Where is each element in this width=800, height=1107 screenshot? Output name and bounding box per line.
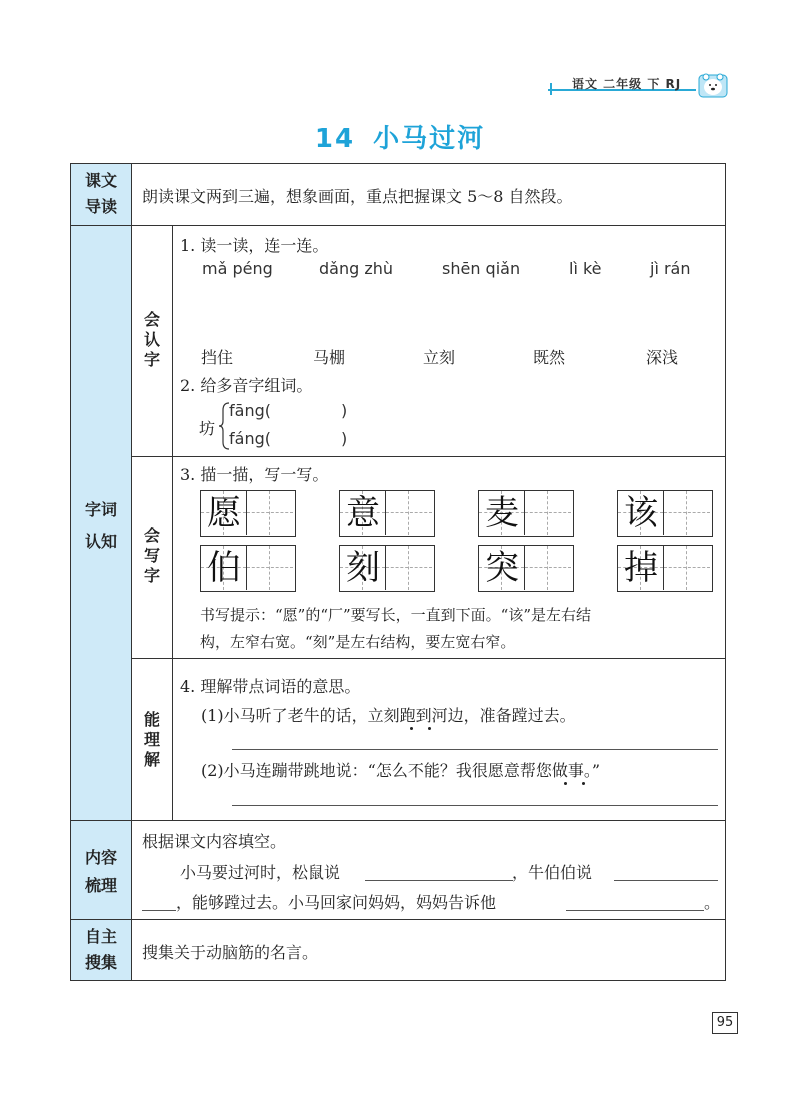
emphasis-dot <box>564 782 567 785</box>
vocab-label: 字词 认知 <box>84 500 117 551</box>
paren-close: ) <box>341 429 348 448</box>
model-char: 掉 <box>624 548 658 588</box>
content-line-1a: 小马要过河时，松鼠说 <box>180 863 341 882</box>
reading-1: fāng( <box>229 401 271 420</box>
content-intro: 根据课文内容填空。 <box>142 832 287 851</box>
question-1: 1. 读一读，连一连。 <box>180 236 329 255</box>
content-line-2-end: 。 <box>704 893 721 912</box>
guide-label: 课文 导读 <box>84 171 117 216</box>
column-divider <box>172 226 173 820</box>
row-divider <box>71 820 725 821</box>
char-box[interactable] <box>339 545 435 592</box>
pinyin-item[interactable]: lì kè <box>569 259 602 278</box>
answer-line[interactable] <box>232 805 718 806</box>
word-item[interactable]: 深浅 <box>646 348 679 367</box>
paren-close: ) <box>341 401 348 420</box>
content-line-2a: ，能够蹚过去。小马回家问妈妈，妈妈告诉他 <box>176 893 497 912</box>
writing-tip: 书写提示：“愿”的“厂”要写长，一直到下面。“该”是左右结 <box>200 606 592 624</box>
word-item[interactable]: 马棚 <box>313 348 346 367</box>
self-label: 自主 搜集 <box>84 927 117 972</box>
page-number: 95 <box>712 1012 738 1034</box>
question-4: 4. 理解带点词语的意思。 <box>180 677 361 696</box>
row-divider <box>131 456 725 457</box>
page-title <box>0 118 800 155</box>
word-item[interactable]: 立刻 <box>423 348 456 367</box>
char-box[interactable] <box>339 490 435 537</box>
model-char: 伯 <box>207 548 241 588</box>
emphasis-dot <box>582 782 585 785</box>
understand-label: 能理解 <box>143 710 160 769</box>
blank-line[interactable] <box>614 880 718 881</box>
blank-line[interactable] <box>142 910 176 911</box>
guide-text: 朗读课文两到三遍，想象画面，重点把握课文 5～8 自然段。 <box>142 187 573 206</box>
row-divider <box>71 225 725 226</box>
model-char: 刻 <box>346 548 380 588</box>
model-char: 愿 <box>207 493 241 533</box>
question-2: 2. 给多音字组词。 <box>180 376 313 395</box>
model-char: 麦 <box>485 493 519 533</box>
blank-line[interactable] <box>566 910 704 911</box>
content-label: 内容 梳理 <box>84 848 117 895</box>
pinyin-item[interactable]: shēn qiǎn <box>442 259 521 278</box>
word-item[interactable]: 既然 <box>533 348 566 367</box>
answer-line[interactable] <box>232 749 718 750</box>
row-divider <box>131 658 725 659</box>
model-char: 突 <box>485 548 519 588</box>
write-label: 会写字 <box>143 526 160 585</box>
word-item[interactable]: 挡住 <box>201 348 234 367</box>
emphasis-dot <box>410 727 413 730</box>
bear-icon <box>698 72 728 98</box>
model-char: 该 <box>624 493 658 533</box>
writing-tip: 构，左窄右宽。“刻”是左右结构，要左宽右窄。 <box>200 633 516 651</box>
content-line-1b: ，牛伯伯说 <box>512 863 593 882</box>
sentence-2: (2)小马连蹦带跳地说：“怎么不能？我很愿意帮您做事。” <box>201 761 601 780</box>
emphasis-dot <box>428 727 431 730</box>
char-box[interactable] <box>200 490 296 537</box>
self-text: 搜集关于动脑筋的名言。 <box>142 943 319 962</box>
row-divider <box>71 919 725 920</box>
header-subject: 语文 二年级 下 RJ <box>572 77 682 91</box>
char-box[interactable] <box>478 490 574 537</box>
model-char: 意 <box>346 493 380 533</box>
char-box[interactable] <box>200 545 296 592</box>
pinyin-item[interactable]: jì rán <box>650 259 691 278</box>
char-box[interactable] <box>617 490 713 537</box>
pinyin-item[interactable]: mǎ péng <box>202 259 273 278</box>
reading-2: fáng( <box>229 429 271 448</box>
char-box[interactable] <box>617 545 713 592</box>
lesson-number: 14 <box>314 124 356 154</box>
polyphone-char: 坊 <box>199 419 216 438</box>
blank-line[interactable] <box>365 880 513 881</box>
question-3: 3. 描一描，写一写。 <box>180 465 329 484</box>
pinyin-item[interactable]: dǎng zhù <box>319 259 394 278</box>
recognize-label: 会认字 <box>143 310 160 369</box>
sentence-1: (1)小马听了老牛的话，立刻跑到河边，准备蹚过去。 <box>201 706 576 725</box>
lesson-title: 小马过河 <box>373 124 486 154</box>
char-box[interactable] <box>478 545 574 592</box>
